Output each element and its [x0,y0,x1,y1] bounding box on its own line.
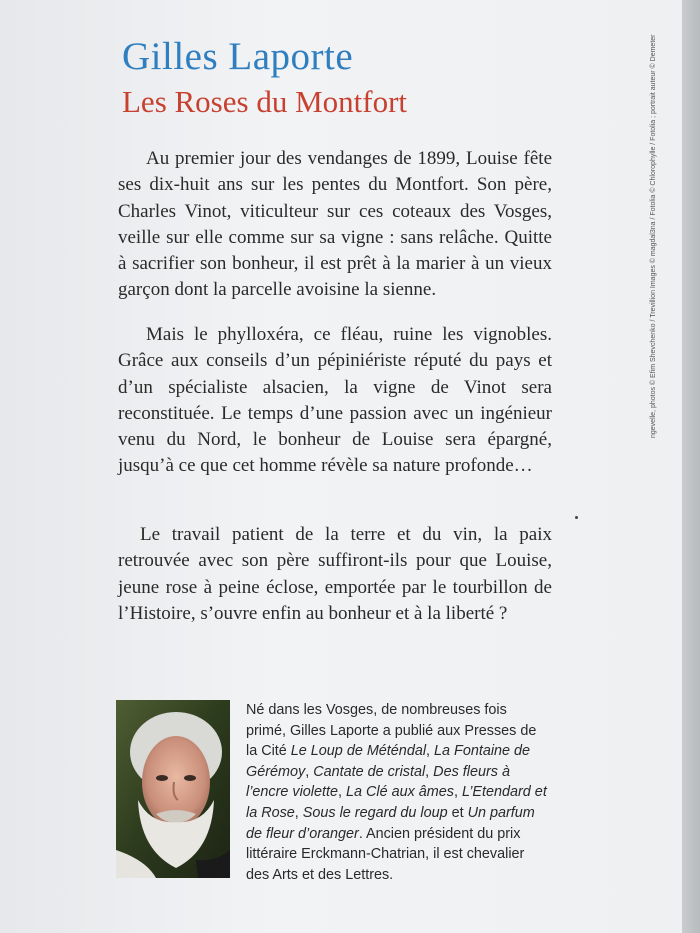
bio-separator: , [305,763,314,780]
book-title-4: Des fleurs à l’encre violette [246,763,510,801]
portrait-image [116,700,230,878]
book-title-3: Cantate de cristal [313,763,426,780]
book-title-1: Le Loup de Météndal [290,743,427,760]
photo-credits: ngevelle, photos © Efim Shevchenko / Trevillion Images © magdal3na / Fotolia © Chlorophylle / Fotolia ; portrait auteur © Demeter [650,34,657,438]
book-title-2: La Fontaine de Gérémoy [246,743,531,780]
synopsis-paragraph-1: Au premier jour des vendanges de 1899, Louise fête ses dix-huit ans sur les pentes du Montfort. Son père, Charles Vinot, viticulteur sur ces coteaux des Vosges, veille sur elle comme sur sa vigne : sans relâche. Quitte à sacrifier son bonheur, il est prêt à la marier à un vieux garçon dont la parcelle avoisine la sienne. [118,148,552,301]
book-title: Les Roses du Montfort [122,84,408,119]
bio-separator: et [447,804,468,821]
bio-outro: . Ancien président du prix littéraire Erckmann-Chatrian, il est chevalier des Arts et des Lettres. [246,825,525,883]
author-biography [246,700,550,885]
book-title-6: L’Etendard et la Rose [246,784,547,821]
book-edge [682,0,700,933]
bio-separator: , [294,804,303,821]
bio-separator: , [426,743,435,760]
bio-separator: , [454,784,462,801]
bio-intro: Né dans les Vosges, de nombreuses fois primé, Gilles Laporte a publié aux Presses de la Cité [246,702,537,760]
speck [575,516,578,519]
author-portrait [116,700,230,878]
bio-separator: , [425,763,434,780]
synopsis-paragraph-2: Mais le phylloxéra, ce fléau, ruine les vignobles. Grâce aux conseils d’un pépiniériste réputé du pays et d’un spécialiste alsacien, la vigne de Vinot sera reconstituée. Le temps d’une passion avec un ingénieur venu du Nord, le bonheur de Louise sera épargné, jusqu’à ce que cet homme révèle sa nature profonde… [118,324,552,477]
bio-separator: , [338,784,346,801]
book-title-5: La Clé aux âmes [346,784,454,801]
book-title-8: Un parfum de fleur d’oranger [246,804,535,842]
author-name: Gilles Laporte [122,35,354,78]
book-title-7: Sous le regard du loup [302,804,448,821]
synopsis-paragraph-3: Le travail patient de la terre et du vin, la paix retrouvée avec son père suffiront-ils pour que Louise, jeune rose à peine éclose, emportée par le tourbillon de l’Histoire, s’ouvre enfin au bonheur et à la liberté ? [118,524,552,624]
